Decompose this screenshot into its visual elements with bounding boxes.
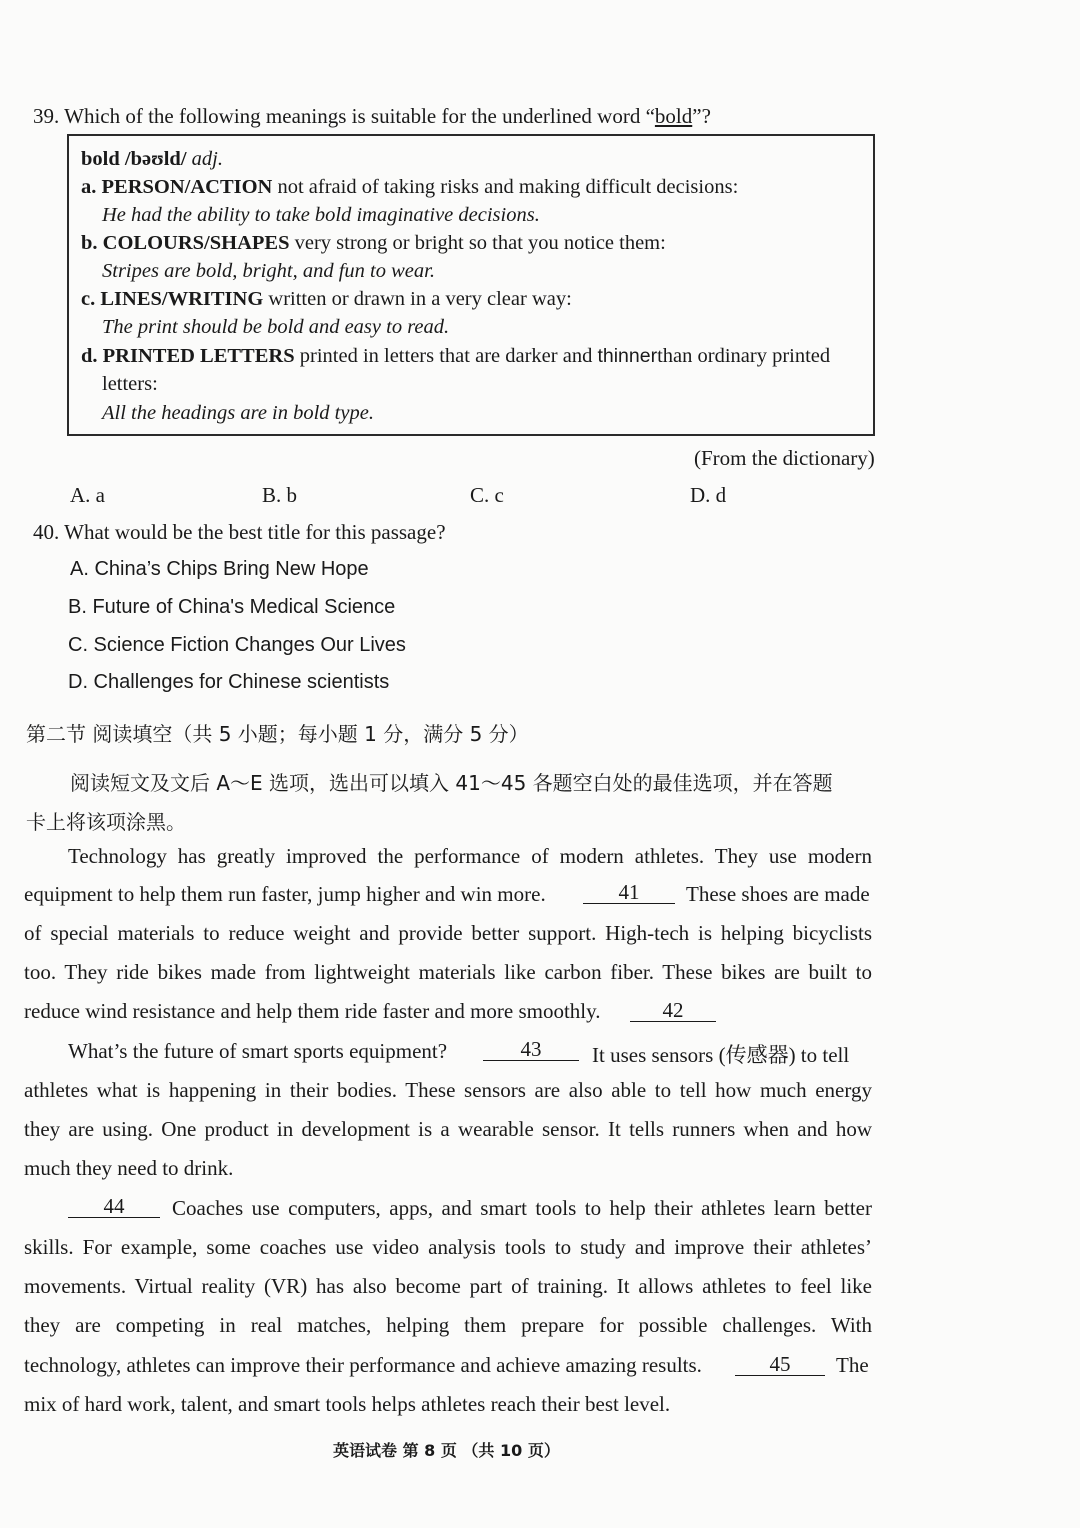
dict-example-b: Stripes are bold, bright, and fun to wear. [102, 260, 435, 282]
passage-p3-line5b: The [836, 1353, 869, 1377]
blank-43 [483, 1037, 579, 1062]
passage-p2-line1b: It uses sensors (传感器) to tell [592, 1043, 850, 1067]
dict-example-c: The print should be bold and easy to read. [102, 316, 450, 338]
blank-41 [583, 880, 675, 905]
passage-p2-line3: they are using. One product in development is a wearable sensor. It tells runners when and how [24, 1117, 872, 1141]
passage-p3-line3: movements. Virtual reality (VR) has also become part of training. It allows athletes to feel like [24, 1274, 872, 1298]
section2-instructions-line2: 卡上将该项涂黑。 [26, 810, 186, 834]
dict-entry-letter: b. [81, 232, 98, 254]
q39-stem-text: Which of the following meanings is suitable for the underlined word “ [64, 104, 655, 128]
dict-entry-a [81, 176, 738, 199]
q40-stem: 40. What would be the best title for this passage? [33, 520, 446, 544]
passage-p2-line4: much they need to drink. [24, 1156, 234, 1180]
dict-entry-letter: d. [81, 345, 98, 367]
q39-stem [33, 104, 711, 129]
dict-entry-d [81, 345, 830, 368]
q39-option-c[interactable]: C. c [470, 483, 504, 507]
dict-headword-line [81, 148, 223, 171]
passage-p2-line2: athletes what is happening in their bodies. These sensors are also able to tell how much energy [24, 1078, 872, 1102]
dict-entry-definition: printed in letters that are darker and [294, 345, 598, 367]
blank-44-number: 44 [68, 1195, 160, 1218]
dict-entry-definition: not afraid of taking risks and making difficult decisions: [272, 176, 739, 198]
q39-option-a[interactable]: A. a [70, 483, 105, 507]
passage-p3-line1: Coaches use computers, apps, and smart tools to help their athletes learn better [172, 1196, 872, 1220]
dict-entry-letter: a. [81, 176, 97, 198]
dict-example-a: He had the ability to take bold imaginative decisions. [102, 204, 540, 226]
passage-p3-line6: mix of hard work, talent, and smart tools helps athletes reach their best level. [24, 1392, 671, 1416]
page-footer: 英语试卷 第 8 页 （共 10 页） [333, 1441, 560, 1460]
blank-42 [630, 998, 716, 1023]
dict-entry-b [81, 232, 666, 255]
passage-p2-line1a: What’s the future of smart sports equipment? [68, 1039, 448, 1063]
dict-entry-word-thinner: thinner [597, 345, 658, 367]
dict-entry-definition: very strong or bright so that you notice them: [289, 232, 666, 254]
dict-entry-label: LINES/WRITING [100, 288, 264, 310]
dict-entry-c [81, 288, 572, 311]
q39-underlined-word: bold [654, 104, 693, 128]
dict-pos: adj. [191, 148, 223, 170]
dict-source: (From the dictionary) [694, 446, 875, 470]
dict-entry-definition: written or drawn in a very clear way: [263, 288, 572, 310]
passage-p3-line5a: technology, athletes can improve their performance and achieve amazing results. [24, 1353, 702, 1377]
section2-instructions-line1: 阅读短文及文后 A～E 选项，选出可以填入 41～45 各题空白处的最佳选项，并在答题 [70, 771, 833, 795]
passage-p1-line4: too. They ride bikes made from lightweight materials like carbon fiber. These bikes are built to [24, 960, 872, 984]
q39-number: 39. [33, 104, 60, 128]
dictionary-box [67, 134, 875, 436]
dict-example-d: All the headings are in bold type. [102, 402, 374, 424]
dict-entry-d-cont: letters: [102, 373, 158, 395]
q39-option-b[interactable]: B. b [262, 483, 298, 507]
dict-entry-label: PERSON/ACTION [101, 176, 273, 198]
blank-42-number: 42 [630, 999, 716, 1022]
blank-41-number: 41 [583, 881, 675, 904]
blank-44 [68, 1194, 160, 1219]
passage-p3-line2: skills. For example, some coaches use video analysis tools to study and improve their athletes’ [24, 1235, 872, 1259]
passage-p1-line3: of special materials to reduce weight and provide better support. High-tech is helping bicyclists [24, 921, 872, 945]
q39-stem-end: ”? [692, 104, 711, 128]
q40-option-c[interactable]: C. Science Fiction Changes Our Lives [68, 634, 406, 656]
dict-entry-definition-end: than ordinary printed [657, 345, 831, 367]
q40-option-d[interactable]: D. Challenges for Chinese scientists [68, 671, 390, 693]
dict-entry-label: PRINTED LETTERS [102, 345, 295, 367]
blank-45 [735, 1352, 825, 1377]
q39-option-d[interactable]: D. d [690, 483, 727, 507]
passage-p3-line4: they are competing in real matches, helping them prepare for possible challenges. With [24, 1313, 872, 1337]
blank-43-number: 43 [483, 1038, 579, 1061]
q40-option-b[interactable]: B. Future of China's Medical Science [68, 596, 396, 618]
dict-entry-label: COLOURS/SHAPES [102, 232, 290, 254]
dict-headword: bold /bəʊld/ [81, 148, 187, 170]
passage-p1-line2a: equipment to help them run faster, jump higher and win more. [24, 882, 546, 906]
blank-45-number: 45 [735, 1353, 825, 1376]
passage-p1-line5: reduce wind resistance and help them ride faster and more smoothly. [24, 999, 601, 1023]
passage-p1-line1: Technology has greatly improved the performance of modern athletes. They use modern [68, 844, 872, 868]
section2-heading: 第二节 阅读填空（共 5 小题；每小题 1 分，满分 5 分） [26, 722, 529, 746]
dict-entry-letter: c. [81, 288, 96, 310]
passage-p1-line2b: These shoes are made [686, 882, 870, 906]
q40-option-a[interactable]: A. China’s Chips Bring New Hope [70, 558, 369, 580]
